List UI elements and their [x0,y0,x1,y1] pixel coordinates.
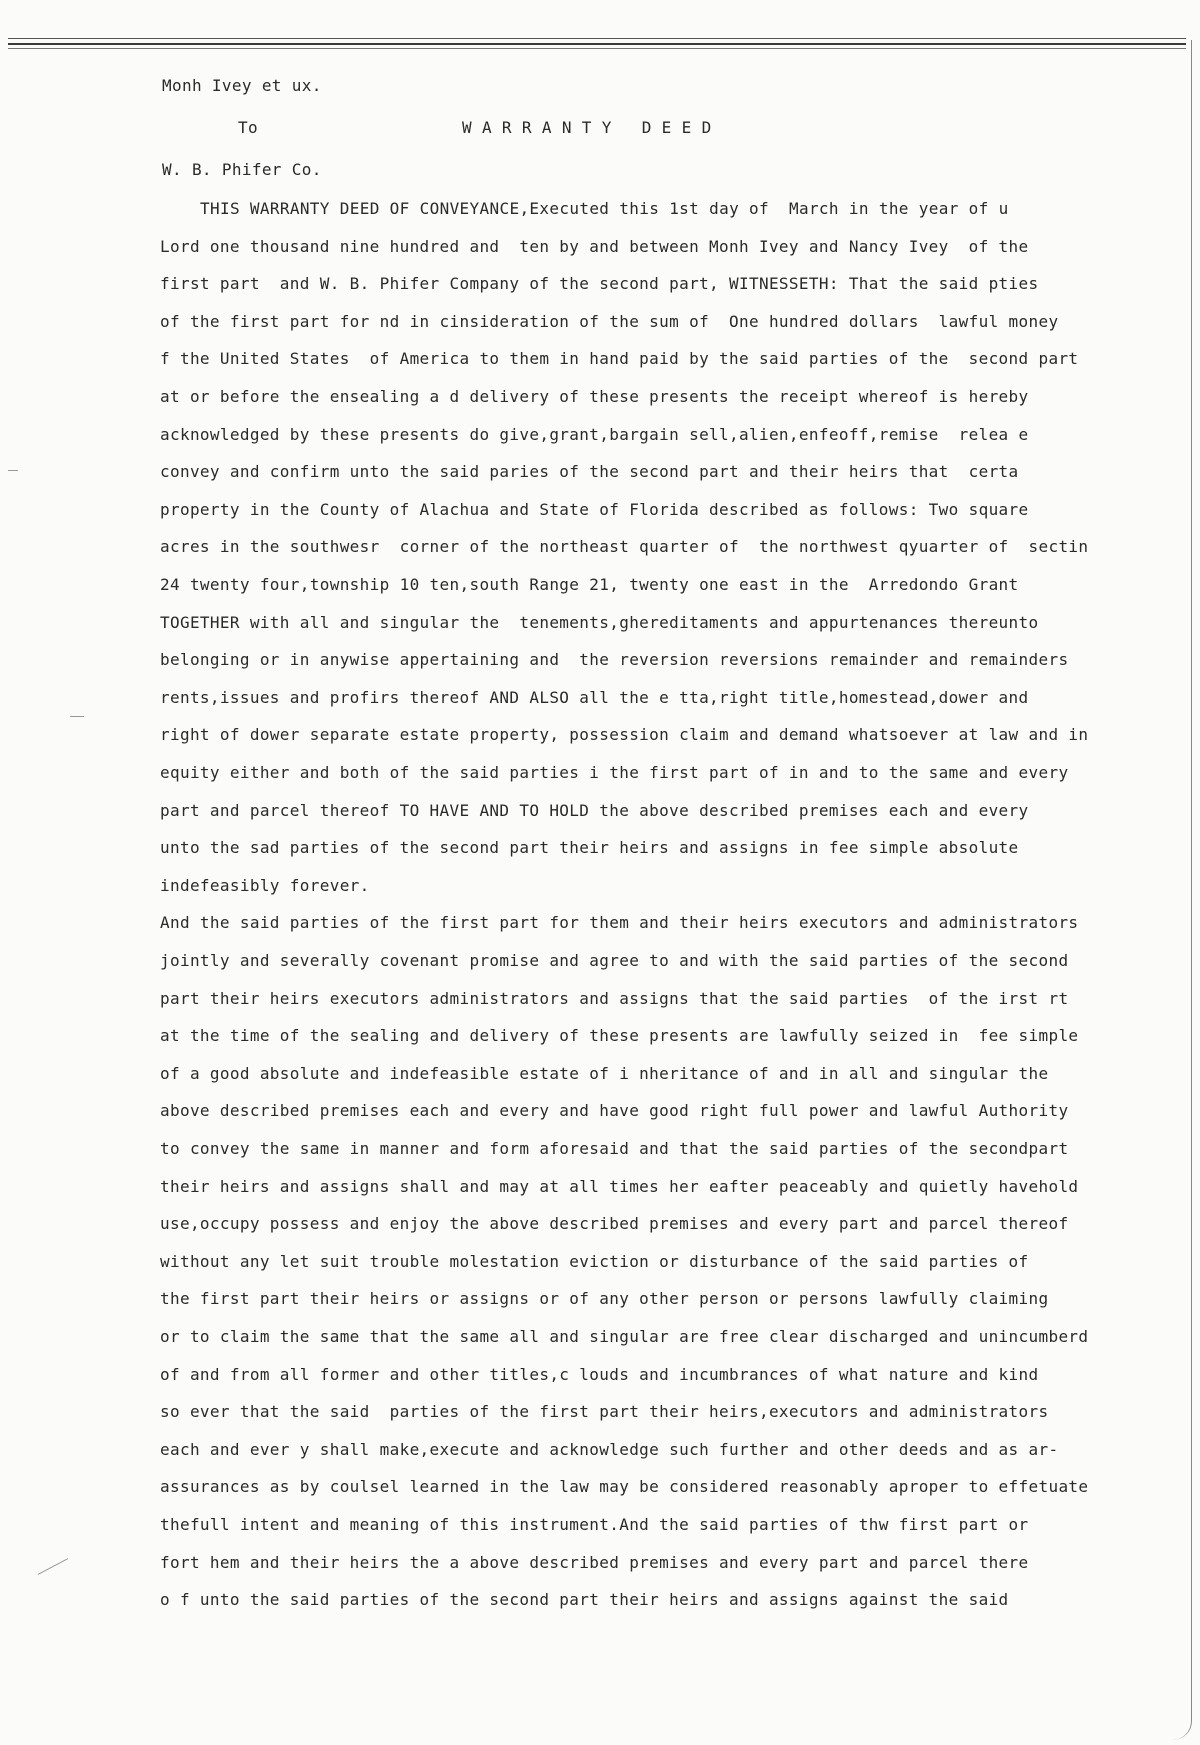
deed-body-line: acres in the southwesr corner of the northeast quarter of the northwest qyuarter of sectin [160,537,1089,556]
top-rule-lower [8,48,1186,49]
margin-pen-stroke [38,1558,68,1575]
deed-body-line: fort hem and their heirs the a above described premises and every part and parcel there [160,1553,1029,1572]
deed-body-line: assurances as by coulsel learned in the law may be considered reasonably aproper to effetuate [160,1477,1089,1496]
deed-body-line: so ever that the said parties of the first part their heirs,executors and administrators [160,1402,1049,1421]
deed-body-line: And the said parties of the first part for them and their heirs executors and administrators [160,913,1079,932]
deed-body-line: 24 twenty four,township 10 ten,south Range 21, twenty one east in the Arredondo Grant [160,575,1019,594]
margin-mark [70,716,84,717]
deed-body-line: above described premises each and every and have good right full power and lawful Authority [160,1101,1069,1120]
deed-body-line: at the time of the sealing and delivery of these presents are lawfully seized in fee simple [160,1026,1079,1045]
deed-title: W A R R A N T Y D E E D [462,118,712,137]
deed-body-line: rents,issues and profirs thereof AND ALSO all the e tta,right title,homestead,dower and [160,688,1029,707]
deed-body-line: indefeasibly forever. [160,876,370,895]
deed-body-line: property in the County of Alachua and State of Florida described as follows: Two square [160,500,1029,519]
deed-body-line: acknowledged by these presents do give,grant,bargain sell,alien,enfeoff,remise relea e [160,425,1029,444]
deed-title-line [0,118,1200,138]
deed-body-line: of and from all former and other titles,c louds and incumbrances of what nature and kind [160,1365,1039,1384]
top-rule [8,38,1186,39]
deed-body-line: their heirs and assigns shall and may at all times her eafter peaceably and quietly havehold [160,1177,1079,1196]
deed-body-line: right of dower separate estate property, possession claim and demand whatsoever at law and in [160,725,1089,744]
deed-body-line: each and ever y shall make,execute and acknowledge such further and other deeds and as ar- [160,1440,1059,1459]
deed-body-line: first part and W. B. Phifer Company of the second part, WITNESSETH: That the said pties [160,274,1039,293]
deed-body-line: part their heirs executors administrators and assigns that the said parties of the irst rt [160,989,1069,1008]
deed-body-line: jointly and severally covenant promise and agree to and with the said parties of the second [160,951,1069,970]
page-edge [1173,40,1192,1740]
deed-body-line: convey and confirm unto the said paries of the second part and their heirs that certa [160,462,1019,481]
deed-body-line: without any let suit trouble molestation eviction or disturbance of the said parties of [160,1252,1029,1271]
deed-body-line: the first part their heirs or assigns or of any other person or persons lawfully claiming [160,1289,1049,1308]
top-rule-double [8,43,1186,45]
grantee-line: W. B. Phifer Co. [162,160,322,179]
deed-body-line: at or before the ensealing a d delivery of these presents the receipt whereof is hereby [160,387,1029,406]
deed-body-line: belonging or in anywise appertaining and the reversion reversions remainder and remainders [160,650,1069,669]
deed-body-line: to convey the same in manner and form aforesaid and that the said parties of the secondpart [160,1139,1069,1158]
deed-body-line: f the United States of America to them in hand paid by the said parties of the second part [160,349,1079,368]
deed-body-line: or to claim the same that the same all and singular are free clear discharged and unincumberd [160,1327,1089,1346]
deed-body-line: of the first part for nd in cinsideration of the sum of One hundred dollars lawful money [160,312,1059,331]
deed-body-line: equity either and both of the said parties i the first part of in and to the same and every [160,763,1069,782]
deed-body-line: THIS WARRANTY DEED OF CONVEYANCE,Executed this 1st day of March in the year of u [200,199,1009,218]
deed-body-line: of a good absolute and indefeasible estate of i nheritance of and in all and singular the [160,1064,1049,1083]
deed-body-line: part and parcel thereof TO HAVE AND TO HOLD the above described premises each and every [160,801,1029,820]
margin-mark [8,470,18,471]
deed-body-line: TOGETHER with all and singular the tenements,ghereditaments and appurtenances thereunto [160,613,1039,632]
deed-body-line: o f unto the said parties of the second part their heirs and assigns against the said [160,1590,1009,1609]
deed-body-line: unto the sad parties of the second part their heirs and assigns in fee simple absolute [160,838,1019,857]
deed-body-line: Lord one thousand nine hundred and ten by and between Monh Ivey and Nancy Ivey of the [160,237,1029,256]
deed-body-line: thefull intent and meaning of this instrument.And the said parties of thw first part or [160,1515,1029,1534]
deed-body-line: use,occupy possess and enjoy the above described premises and every part and parcel thereof [160,1214,1069,1233]
grantor-line: Monh Ivey et ux. [162,76,322,95]
to-label: To [238,118,258,137]
